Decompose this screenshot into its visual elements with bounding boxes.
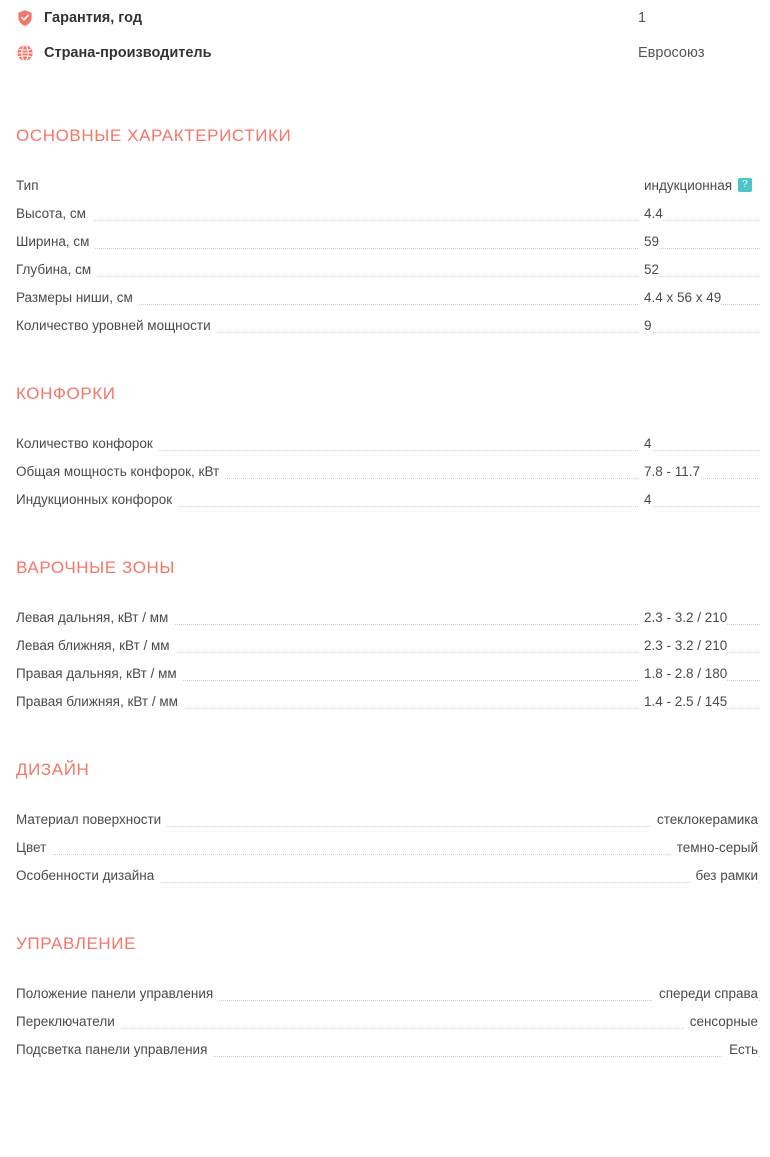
spec-row (16, 806, 760, 834)
spec-value: без рамки (690, 862, 758, 890)
section-title-design: ДИЗАЙН (16, 760, 90, 779)
section-burners (16, 430, 760, 514)
spec-value: 52 (638, 256, 659, 284)
spec-row (16, 604, 760, 632)
section-title-main: ОСНОВНЫЕ ХАРАКТЕРИСТИКИ (16, 126, 292, 145)
spec-row (16, 834, 760, 862)
dotted-leader (16, 854, 760, 855)
spec-value: 2.3 - 3.2 / 210 (638, 604, 727, 632)
spec-label: Переключатели (16, 1008, 121, 1036)
spec-label: Подсветка панели управления (16, 1036, 213, 1064)
spec-label: Левая ближняя, кВт / мм (16, 632, 176, 660)
spec-label: Общая мощность конфорок, кВт (16, 458, 225, 486)
spec-value-text: индукционная (644, 178, 733, 193)
section-cooking-zones (16, 604, 760, 716)
spec-label-country: Страна-производитель (44, 44, 212, 61)
spec-row (16, 660, 760, 688)
spec-row (16, 430, 760, 458)
spec-value: сенсорные (684, 1008, 758, 1036)
spec-value: 4.4 (638, 200, 663, 228)
spec-label: Особенности дизайна (16, 862, 160, 890)
spec-label-warranty: Гарантия, год (44, 9, 143, 26)
spec-value: темно-серый (671, 834, 758, 862)
spec-label: Глубина, см (16, 256, 97, 284)
spec-row (16, 1008, 760, 1036)
spec-label: Правая ближняя, кВт / мм (16, 688, 184, 716)
spec-value: 1.8 - 2.8 / 180 (638, 660, 727, 688)
spec-label: Размеры ниши, см (16, 284, 139, 312)
globe-icon (16, 44, 34, 62)
spec-row (16, 980, 760, 1008)
spec-value: стеклокерамика (651, 806, 758, 834)
spec-label: Тип (16, 172, 45, 200)
spec-value (638, 172, 752, 200)
spec-row (16, 312, 760, 340)
spec-row-country (16, 35, 760, 70)
spec-value: 4 (638, 486, 652, 514)
spec-value: 4 (638, 430, 652, 458)
section-main (16, 172, 760, 340)
section-title-burners: КОНФОРКИ (16, 384, 116, 403)
spec-row-warranty (16, 0, 760, 35)
spec-label: Высота, см (16, 200, 92, 228)
spec-row (16, 284, 760, 312)
shield-icon (16, 9, 34, 27)
spec-row (16, 632, 760, 660)
highlighted-specs (16, 0, 760, 70)
spec-value: 7.8 - 11.7 (638, 458, 700, 486)
spec-row (16, 688, 760, 716)
dotted-leader (16, 1028, 760, 1029)
spec-label: Материал поверхности (16, 806, 167, 834)
spec-label: Правая дальняя, кВт / мм (16, 660, 183, 688)
spec-row (16, 256, 760, 284)
spec-value: 59 (638, 228, 659, 256)
spec-row (16, 228, 760, 256)
spec-value: 9 (638, 312, 652, 340)
spec-value-warranty: 1 (638, 9, 647, 26)
spec-row (16, 200, 760, 228)
spec-row (16, 458, 760, 486)
spec-label: Цвет (16, 834, 52, 862)
section-design (16, 806, 760, 890)
spec-label: Количество конфорок (16, 430, 159, 458)
section-title-cooking-zones: ВАРОЧНЫЕ ЗОНЫ (16, 558, 176, 577)
section-title-controls: УПРАВЛЕНИЕ (16, 934, 137, 953)
section-controls (16, 980, 760, 1064)
help-icon[interactable]: ? (738, 178, 752, 192)
spec-row (16, 1036, 760, 1064)
spec-row (16, 862, 760, 890)
spec-label: Количество уровней мощности (16, 312, 217, 340)
spec-label: Положение панели управления (16, 980, 219, 1008)
spec-row (16, 172, 760, 200)
spec-value: 2.3 - 3.2 / 210 (638, 632, 727, 660)
spec-label: Левая дальняя, кВт / мм (16, 604, 174, 632)
spec-value: спереди справа (653, 980, 758, 1008)
spec-row (16, 486, 760, 514)
spec-value: 4.4 x 56 x 49 (638, 284, 721, 312)
spec-value: 1.4 - 2.5 / 145 (638, 688, 727, 716)
spec-value: Есть (723, 1036, 758, 1064)
spec-label: Индукционных конфорок (16, 486, 178, 514)
spec-label: Ширина, см (16, 228, 95, 256)
spec-value-country: Евросоюз (638, 44, 705, 61)
